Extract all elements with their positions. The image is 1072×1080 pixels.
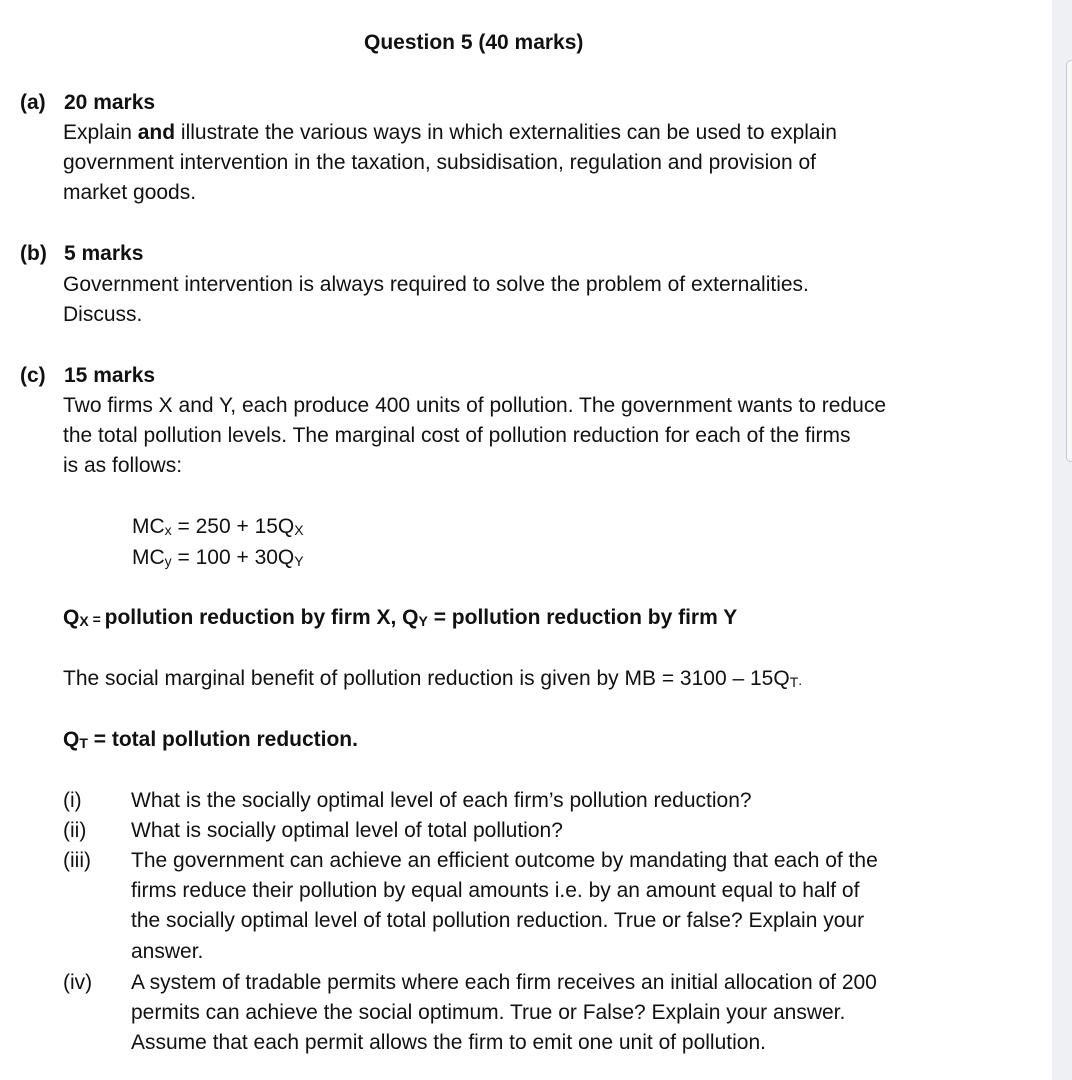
subq-iii-line-2: firms reduce their pollution by equal amounts i.e. by an amount equal to half of [131,879,860,902]
def-qy-subscript: Y [418,613,428,629]
subq-ii-number: (ii) [63,819,87,842]
subq-i-line-1: What is the socially optimal level of each firm’s pollution reduction? [131,789,752,812]
eq1-q-subscript: X [294,522,304,538]
subq-iv-line-3: Assume that each permit allows the firm to emit one unit of pollution. [131,1031,766,1054]
eq2-q-subscript: Y [294,553,304,569]
part-a-line-1-end: illustrate the various ways in which externalities can be used to explain [180,121,837,144]
def-qt-text: = total pollution reduction. [87,728,358,751]
eq1-mc: MC [132,515,165,538]
mb-subscript: T [789,674,799,690]
marginal-benefit-statement [63,666,802,695]
def-qy-text: = pollution reduction by firm Y [427,606,738,629]
part-c-intro-3: is as follows: [63,454,183,477]
mb-text: The social marginal benefit of pollution reduction is given by MB = 3100 – 15Q [63,667,790,690]
subq-iv-number: (iv) [63,971,93,994]
def-qx-text: pollution reduction by firm X, [104,606,397,629]
part-c-label: (c) [20,364,46,387]
subq-iii-number: (iii) [63,849,91,872]
subq-iv-line-1: A system of tradable permits where each firm receives an initial allocation of 200 [131,971,877,994]
subq-iii-line-4: answer. [131,940,204,963]
part-a-line-1-bold: and [137,121,176,144]
part-a-label: (a) [20,91,46,114]
part-a-line-3: market goods. [63,181,197,204]
question-title: Question 5 (40 marks) [364,31,584,54]
eq2-mc-subscript: y [164,553,172,569]
eq2-rhs: = 100 + 30Q [171,546,295,569]
part-b-marks: 5 marks [64,242,144,265]
def-qt: Q [63,728,80,751]
part-c-intro-2: the total pollution levels. The marginal cost of pollution reduction for each of the firms [63,424,851,447]
def-qx-subscript: X [79,613,89,629]
part-a-line-2: government intervention in the taxation, subsidisation, regulation and provision of [63,151,816,174]
part-b-line-1: Government intervention is always required to solve the problem of externalities. [63,273,809,296]
definition-qx-qy [63,605,737,634]
def-qx-equals: = [88,611,105,627]
part-b-line-2: Discuss. [63,303,143,326]
def-qt-subscript: T [79,735,88,751]
subq-iii-line-3: the socially optimal level of total pollution reduction. True or false? Explain your [131,909,865,932]
equation-mcy [132,545,304,574]
part-a-marks: 20 marks [64,91,156,114]
scroll-handle[interactable] [1066,60,1072,462]
mb-end: . [798,672,803,688]
definition-qt [63,727,358,756]
part-a-line-1-start: Explain [63,121,132,144]
def-qy: Q [402,606,419,629]
equation-mcx [132,514,304,543]
part-c-intro-1: Two firms X and Y, each produce 400 units of pollution. The government wants to reduce [63,394,886,417]
subq-i-number: (i) [63,789,82,812]
eq1-rhs: = 250 + 15Q [171,515,295,538]
subq-iii-line-1: The government can achieve an efficient outcome by mandating that each of the [131,849,878,872]
part-a-line-1 [63,120,943,146]
part-b-label: (b) [20,242,47,265]
eq2-mc: MC [132,546,165,569]
part-c-marks: 15 marks [64,364,156,387]
subq-ii-line-1: What is socially optimal level of total pollution? [131,819,563,842]
eq1-mc-subscript: x [164,522,172,538]
subq-iv-line-2: permits can achieve the social optimum. True or False? Explain your answer. [131,1001,846,1024]
def-qx: Q [63,606,80,629]
